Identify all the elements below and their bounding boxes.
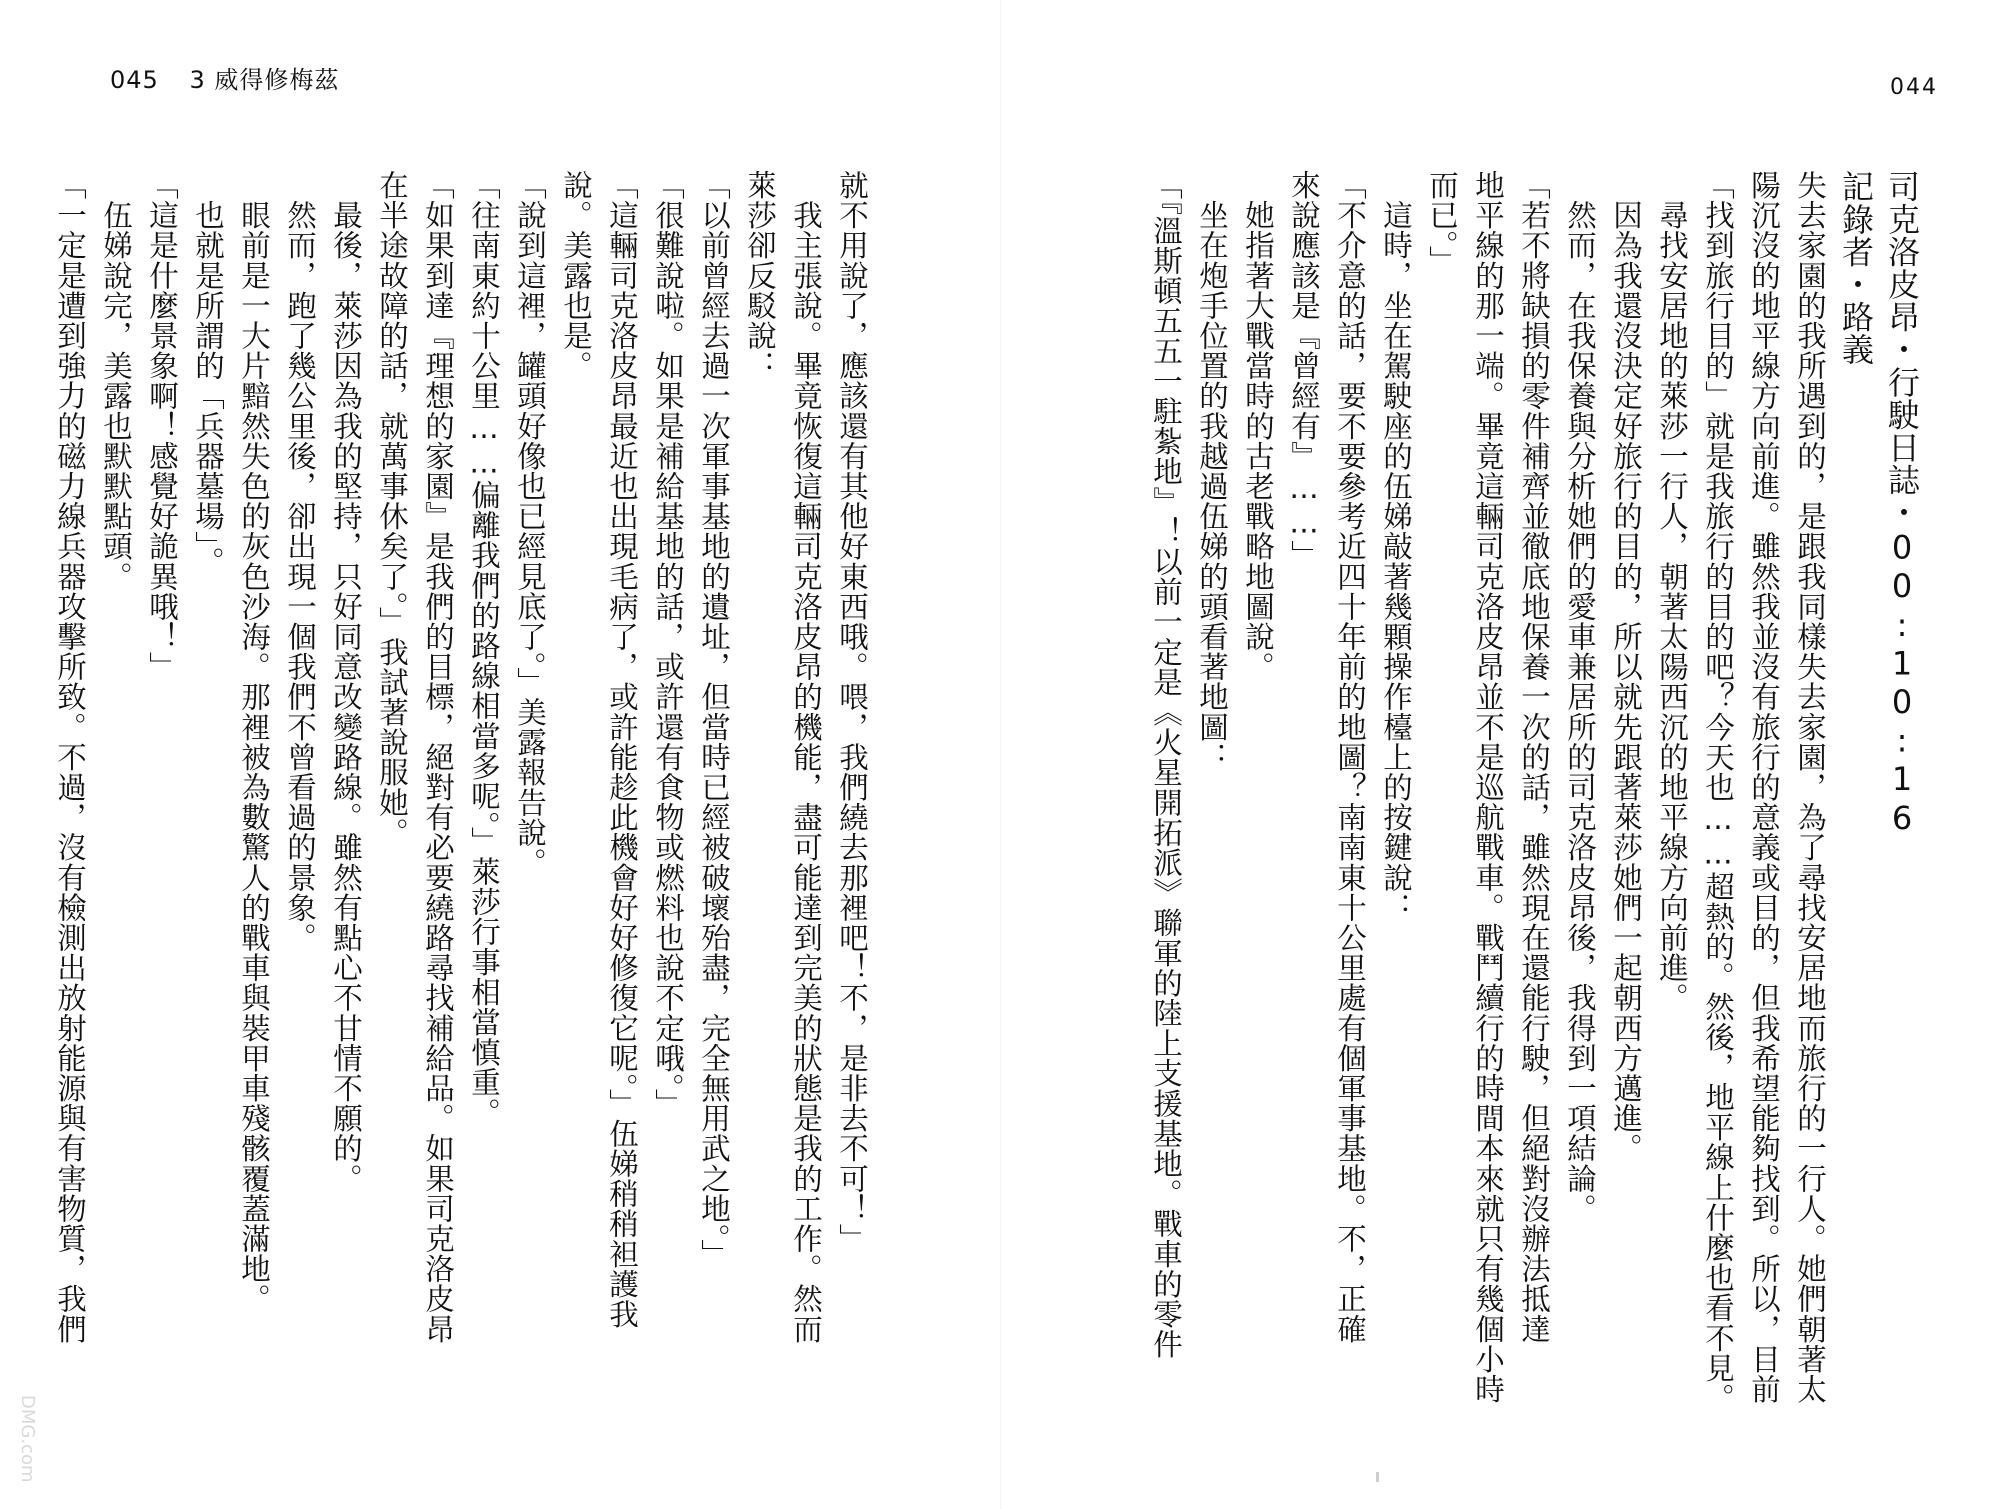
watermark-logo: DMG.com [17, 1395, 38, 1483]
text-line: 在半途故障的話，就萬事休矣了。」我試著說服她。 [375, 170, 409, 848]
text-line: 「說到這裡，罐頭好像也已經見底了。」美露報告說。 [513, 170, 547, 878]
text-line: 「很難說啦。如果是補給基地的話，或許還有食物或燃料也說不定哦。」 [651, 170, 685, 1119]
chapter-title: 3 威得修梅茲 [189, 66, 340, 94]
text-line: 來說應該是『曾經有』……」 [1287, 170, 1321, 571]
text-line: 然而，跑了幾公里後，卻出現一個我們不曾看過的景象。 [283, 170, 317, 953]
text-line: 「找到旅行目的」就是我旅行的目的吧？今天也……超熱的。然後，地平線上什麼也看不見。 [1701, 170, 1735, 1414]
text-line: 而已。」 [1425, 170, 1459, 276]
text-line: 也就是所謂的「兵器墓場」。 [191, 170, 225, 577]
log-recorder: 記錄者・路義 [1837, 170, 1875, 366]
text-line: 陽沉沒的地平線方向前進。雖然我並沒有旅行的意義或目的，但我希望能夠找到。所以，目前 [1747, 170, 1781, 1405]
text-line: 「往南東約十公里……偏離我們的路線相當多呢。」萊莎行事相當慎重。 [467, 170, 501, 1128]
text-line: 「以前曾經去過一次軍事基地的遺址，但當時已經被破壞殆盡，完全無用武之地。」 [697, 170, 731, 1269]
right-page-number: 044 [1890, 75, 1938, 100]
log-title: 司克洛皮昂・行駛日誌・00:10:16 [1883, 170, 1921, 838]
text-line: 萊莎卻反駁說： [743, 170, 777, 381]
text-line: 她指著大戰當時的古老戰略地圖說。 [1241, 170, 1275, 682]
text-line: 地平線的那一端。畢竟這輛司克洛皮昂並不是巡航戰車。戰鬥續行的時間本來就只有幾個小時 [1471, 170, 1505, 1405]
text-line: 我主張說。畢竟恢復這輛司克洛皮昂的機能，盡可能達到完美的狀態是我的工作。然而 [789, 170, 823, 1344]
text-line: 「一定是遭到強力的磁力線兵器攻擊所致。不過，沒有檢測出放射能源與有害物質，我們 [53, 170, 87, 1344]
text-line: 眼前是一大片黯然失色的灰色沙海。那裡被為數驚人的戰車與裝甲車殘骸覆蓋滿地。 [237, 170, 271, 1314]
text-line: 「不介意的話，要不要參考近四十年前的地圖？南南東十公里處有個軍事基地。不，正確 [1333, 170, 1367, 1344]
text-line: 因為我還沒決定好旅行的目的，所以就先跟著萊莎她們一起朝西方邁進。 [1609, 170, 1643, 1164]
text-line: 就不用說了，應該還有其他好東西哦。喂，我們繞去那裡吧！不，是非去不可！」 [835, 170, 869, 1254]
text-line: 尋找安居地的萊莎一行人，朝著太陽西沉的地平線方向前進。 [1655, 170, 1689, 1013]
text-line: 然而，在我保養與分析她們的愛車兼居所的司克洛皮昂後，我得到一項結論。 [1563, 170, 1597, 1224]
text-line: 「『溫斯頓五五一駐紮地』！以前一定是《火星開拓派》聯軍的陸上支援基地。戰車的零件 [1149, 170, 1183, 1360]
scan-speck [1376, 1472, 1379, 1482]
page-gutter [1000, 0, 1001, 1509]
text-line: 伍娣說完，美露也默默點頭。 [99, 170, 133, 592]
left-page-header [110, 60, 339, 95]
left-page-number: 045 [110, 66, 159, 94]
right-page-text [1149, 170, 1925, 1470]
text-line: 「若不將缺損的零件補齊並徹底地保養一次的話，雖然現在還能行駛，但絕對沒辦法抵達 [1517, 170, 1551, 1344]
text-line: 失去家園的我所遇到的，是跟我同樣失去家園，為了尋找安居地而旅行的一行人。她們朝著太 [1793, 170, 1827, 1405]
text-line: 坐在炮手位置的我越過伍娣的頭看著地圖： [1195, 170, 1229, 772]
text-line: 「這輛司克洛皮昂最近也出現毛病了，或許能趁此機會好好修復它呢。」伍娣稍稍袒護我 [605, 170, 639, 1330]
text-line: 這時，坐在駕駛座的伍娣敲著幾顆操作檯上的按鍵說： [1379, 170, 1413, 923]
left-page-text [53, 170, 875, 1470]
text-line: 最後，萊莎因為我的堅持，只好同意改變路線。雖然有點心不甘情不願的。 [329, 170, 363, 1194]
text-line: 「這是什麼景象啊！感覺好詭異哦！」 [145, 170, 179, 682]
text-line: 「如果到達『理想的家園』是我們的目標，絕對有必要繞路尋找補給品。如果司克洛皮昂 [421, 170, 455, 1344]
text-line: 說。美露也是。 [559, 170, 593, 381]
